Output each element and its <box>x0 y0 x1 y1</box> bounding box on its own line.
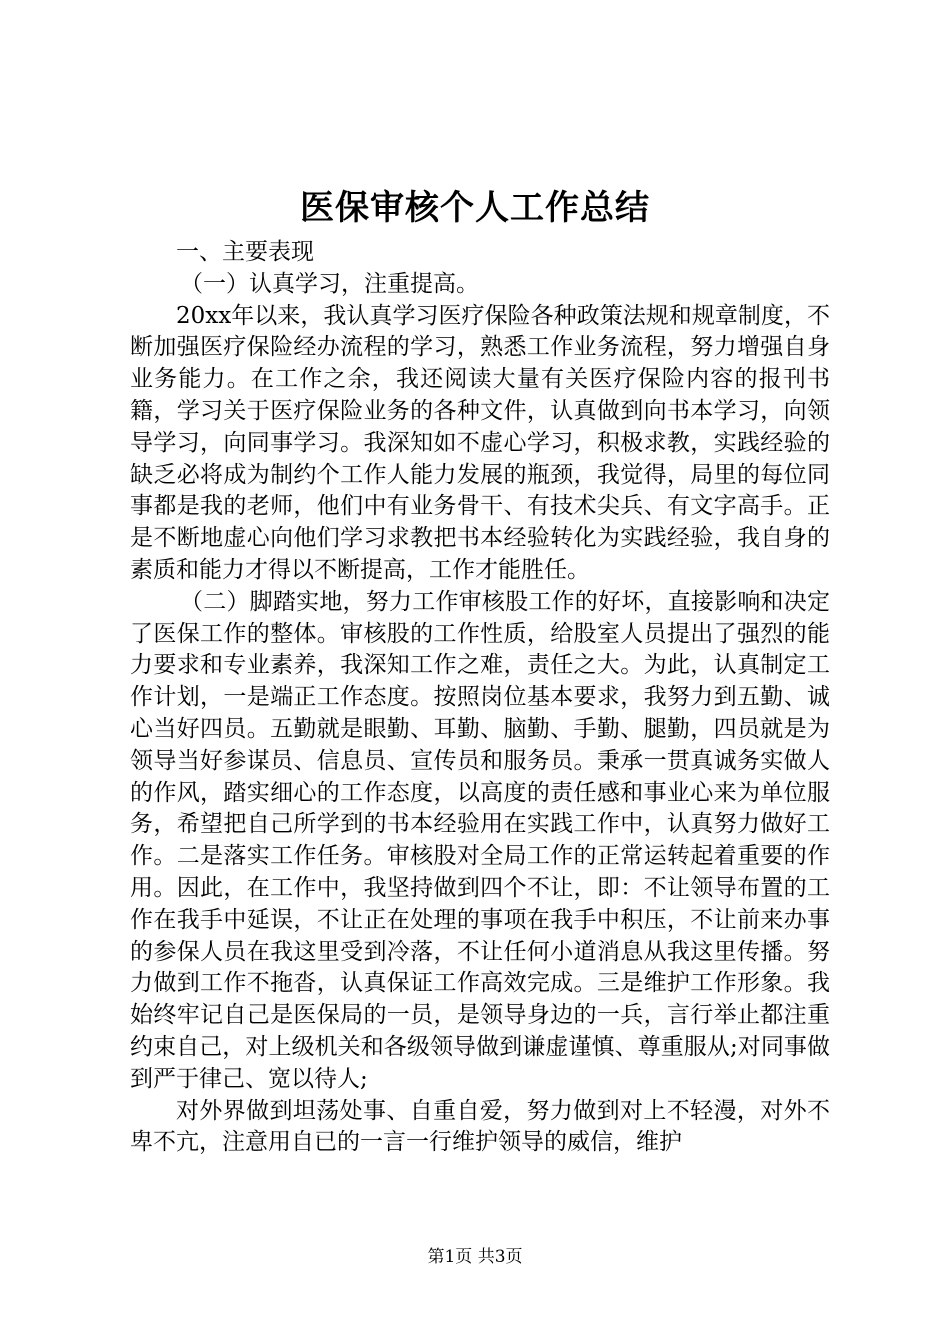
subsection-heading: （一）认真学习，注重提高。 <box>180 270 479 297</box>
document-body <box>130 237 830 1159</box>
body-paragraph: 20xx年以来，我认真学习医疗保险各种政策法规和规章制度，不断加强医疗保险经办流程的学习，熟悉工作业务流程，努力增强自身业务能力。在工作之余，我还阅读大量有关医疗保险内容的报刊书籍，学习关于医疗保险业务的各种文件，认真做到向书本学习，向领导学习，向同事学习。我深知如不虚心学习，积极求教，实践经验的缺乏必将成为制约个工作人能力发展的瓶颈，我觉得，局里的每位同事都是我的老师，他们中有业务骨干、有技术尖兵、有文字高手。正是不断地虚心向他们学习求教把书本经验转化为实践经验，我自身的素质和能力才得以不断提高，工作才能胜任。 <box>130 302 830 583</box>
body-paragraph: （二）脚踏实地，努力工作审核股工作的好坏，直接影响和决定了医保工作的整体。审核股的工作性质，给股室人员提出了强烈的能力要求和专业素养，我深知工作之难，责任之大。为此，认真制定工作计划，一是端正工作态度。按照岗位基本要求，我努力到五勤、诚心当好四员。五勤就是眼勤、耳勤、脑勤、手勤、腿勤，四员就是为领导当好参谋员、信息员、宣传员和服务员。秉承一贯真诚务实做人的作风，踏实细心的工作态度，以高度的责任感和事业心来为单位服务，希望把自己所学到的书本经验用在实践工作中，认真努力做好工作。二是落实工作任务。审核股对全局工作的正常运转起着重要的作用。因此，在工作中，我坚持做到四个不让，即：不让领导布置的工作在我手中延误，不让正在处理的事项在我手中积压，不让前来办事的参保人员在我这里受到冷落，不让任何小道消息从我这里传播。努力做到工作不拖沓，认真保证工作高效完成。三是维护工作形象。我始终牢记自己是医保局的一员，是领导身边的一兵，言行举止都注重约束自己，对上级机关和各级领导做到谦虚谨慎、尊重服从;对同事做到严于律己、宽以待人; <box>130 588 830 1092</box>
document-title: 医保审核个人工作总结 <box>300 188 650 228</box>
page-footer: 第1页 共3页 <box>427 1247 523 1267</box>
section-heading: 一、主要表现 <box>176 239 314 265</box>
body-paragraph: 对外界做到坦荡处事、自重自爱，努力做到对上不轻漫，对外不卑不亢，注意用自已的一言一行维护领导的威信，维护 <box>130 1097 830 1156</box>
